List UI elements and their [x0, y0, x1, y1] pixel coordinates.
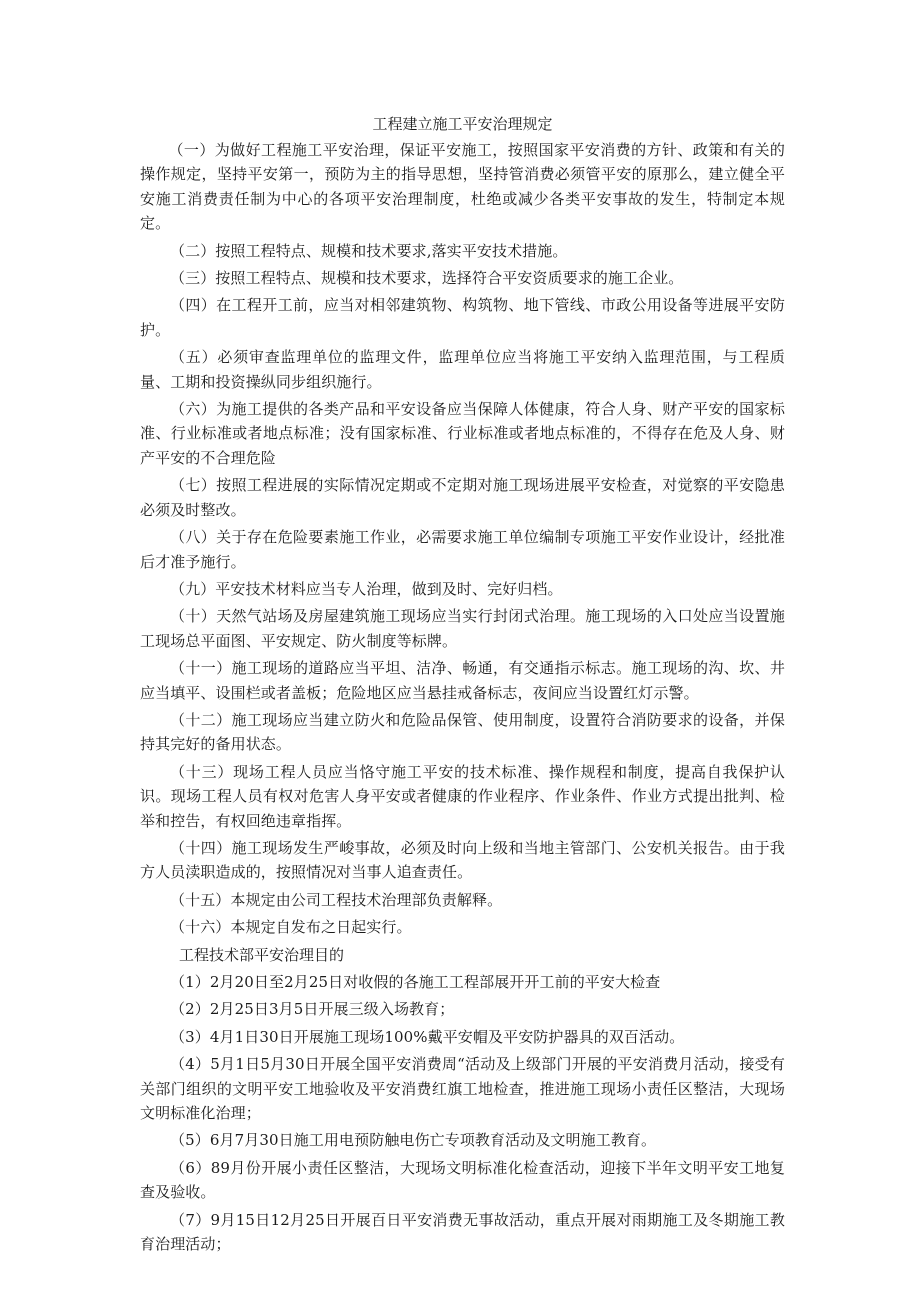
document-page [140, 112, 785, 1259]
regulation-paragraph-8: （八）关于存在危险要素施工作业，必需要求施工单位编制专项施工平安作业设计，经批准后才准予施行。 [140, 528, 785, 571]
regulation-paragraph-6: （六）为施工提供的各类产品和平安设备应当保障人体健康，符合人身、财产平安的国家标准、行业标准或者地点标准；没有国家标准、行业标准或者地点标准的，不得存在危及人身、财产平安的不合理危险 [140, 400, 785, 467]
regulation-paragraph-9: （九）平安技术材料应当专人治理，做到及时、完好归档。 [170, 579, 563, 598]
regulation-paragraph-13: （十三）现场工程人员应当恪守施工平安的技术标准、操作规程和制度，提高自我保护认识。现场工程人员有权对危害人身平安或者健康的作业程序、作业条件、作业方式提出批判、检举和控告，有权回绝违章指挥。 [140, 762, 785, 830]
regulation-paragraph-12: （十二）施工现场应当建立防火和危险品保管、使用制度，设置符合消防要求的设备，并保持其完好的备用状态。 [140, 710, 785, 754]
objective-item-7: （7）9月15日12月25日开展百日平安消费无事故活动，重点开展对雨期施工及冬期施工教育治理活动； [140, 1210, 785, 1254]
objective-list [140, 970, 785, 1256]
regulation-paragraph-4: （四）在工程开工前，应当对相邻建筑物、构筑物、地下管线、市政公用设备等进展平安防护。 [140, 296, 785, 339]
objective-item-2: （2）2月25日3月5日开展三级入场教育； [170, 1000, 455, 1019]
objective-item-4: （4）5月1日5月30日开展全国平安消费周“活动及上级部门开展的平安消费月活动，接受有关部门组织的文明平安工地验收及平安消费红旗工地检查，推进施工现场小责任区整洁，大现场文明标准化治理； [140, 1055, 785, 1123]
section-subheading: 工程技术部平安治理目的 [179, 945, 345, 964]
regulation-paragraph-1: （一）为做好工程施工平安治理，保证平安施工，按照国家平安消费的方针、政策和有关的操作规定，坚持平安第一，预防为主的指导思想，坚持管消费必须管平安的原那么，建立健全平安施工消费责任制为中心的各项平安治理制度，杜绝或减少各类平安事故的发生，特制定本规定。 [140, 141, 785, 233]
objective-item-3: （3）4月1日30日开展施工现场100%戴平安帽及平安防护器具的双百活动。 [170, 1027, 685, 1046]
objective-item-1: （1）2月20日至2月25日对收假的各施工工程部展开开工前的平安大检查 [170, 973, 661, 991]
regulation-paragraph-5: （五）必须审查监理单位的监理文件，监理单位应当将施工平安纳入监理范围，与工程质量、工期和投资操纵同步组织施行。 [140, 348, 785, 391]
document-title: 工程建立施工平安治理规定 [372, 115, 553, 133]
regulation-paragraph-3: （三）按照工程特点、规模和技术要求，选择符合平安资质要求的施工企业。 [170, 269, 684, 288]
regulation-paragraph-11: （十一）施工现场的道路应当平坦、洁净、畅通，有交通指示标志。施工现场的沟、坎、井应当填平、设围栏或者盖板；危险地区应当悬挂戒备标志，夜间应当设置红灯示警。 [140, 659, 785, 702]
regulation-paragraph-16: （十六）本规定自发布之日起实行。 [170, 918, 412, 937]
regulation-paragraph-14: （十四）施工现场发生严峻事故，必须及时向上级和当地主管部门、公安机关报告。由于我方人员渎职造成的，按照情况对当事人追查责任。 [140, 838, 785, 882]
objective-item-6: （6）89月份开展小责任区整洁，大现场文明标准化检查活动，迎接下半年文明平安工地复查及验收。 [140, 1158, 785, 1202]
regulation-paragraph-10: （十）天然气站场及房屋建筑施工现场应当实行封闭式治理。施工现场的入口处应当设置施工现场总平面图、平安规定、防火制度等标牌。 [140, 607, 785, 650]
regulation-paragraph-15: （十五）本规定由公司工程技术治理部负责解释。 [170, 890, 503, 909]
regulation-paragraph-7: （七）按照工程进展的实际情况定期或不定期对施工现场进展平安检查，对觉察的平安隐患必须及时整改。 [140, 476, 785, 519]
regulation-list [140, 138, 785, 940]
objective-item-5: （5）6月7月30日施工用电预防触电伤亡专项教育活动及文明施工教育。 [170, 1131, 657, 1150]
regulation-paragraph-2: （二）按照工程特点、规模和技术要求,落实平安技术措施。 [170, 241, 568, 260]
